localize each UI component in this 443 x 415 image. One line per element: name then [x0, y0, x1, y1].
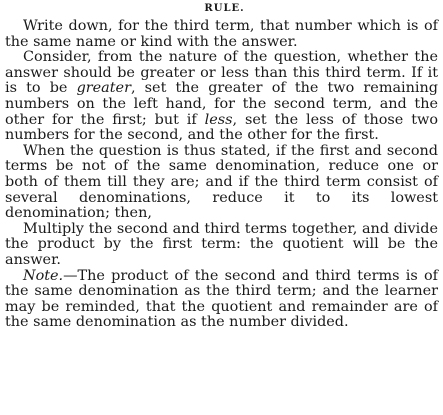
paragraph-text: Multiply the second and third terms together, and divide the product by the first term: the quotient will be the answer. — [5, 220, 438, 268]
emphasis-greater: greater — [76, 80, 131, 97]
paragraph-multiply — [5, 222, 438, 269]
paragraph-text: , set the less of those two numbers for the second, and the other for the first. — [5, 111, 438, 144]
paragraph-text: —The product of the second and third terms is of the same denomination as the third term; and the learner may be reminded, that the quotient and remainder are of the same denomination as the number divided. — [5, 267, 438, 331]
emphasis-less: less — [204, 111, 233, 128]
paragraph-denomination — [5, 144, 438, 222]
rule-heading: RULE. — [204, 3, 245, 14]
paragraph-text: , set the greater of the two remaining numbers on the left hand, for the second term, and the other for the first; but if — [5, 80, 438, 128]
paragraph-note — [5, 269, 438, 331]
paragraph-greater-or-less — [5, 50, 438, 144]
paragraph-third-term — [5, 19, 438, 50]
paragraph-text: Consider, from the nature of the question, whether the answer should be greater or less than this third term. If it is to be — [5, 49, 438, 97]
paragraph-text: Write down, for the third term, that number which is of the same name or kind with the answer. — [5, 18, 438, 50]
note-label: Note. — [23, 267, 64, 284]
paragraph-text: When the question is thus stated, if the first and second terms be not of the same denomination, reduce one or both of them till they are; and if the third term consist of several denominations, reduce it to its lowest denomination; then, — [5, 142, 438, 222]
